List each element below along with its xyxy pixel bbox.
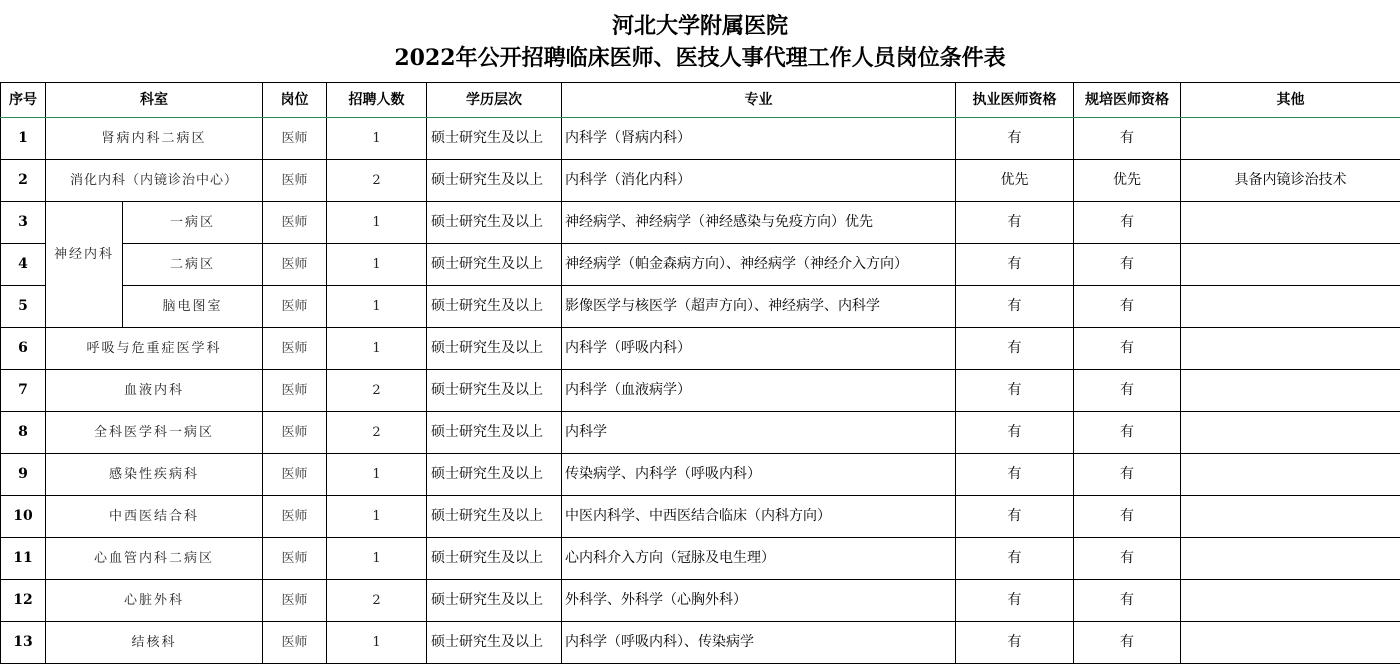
table-row	[1, 286, 1400, 328]
post-cell: 医师	[263, 202, 327, 244]
dept-cell: 中西医结合科	[46, 496, 263, 538]
post-cell: 医师	[263, 370, 327, 412]
other-cell	[1181, 622, 1400, 664]
edu-cell: 硕士研究生及以上	[427, 496, 562, 538]
edu-cell: 硕士研究生及以上	[427, 118, 562, 160]
other-cell	[1181, 580, 1400, 622]
training-cell: 有	[1074, 202, 1181, 244]
header-seq: 序号	[1, 83, 46, 118]
seq-cell: 6	[1, 328, 46, 370]
seq-cell: 10	[1, 496, 46, 538]
other-cell	[1181, 538, 1400, 580]
edu-cell: 硕士研究生及以上	[427, 622, 562, 664]
seq-cell: 4	[1, 244, 46, 286]
training-cell: 优先	[1074, 160, 1181, 202]
edu-cell: 硕士研究生及以上	[427, 580, 562, 622]
post-cell: 医师	[263, 244, 327, 286]
table-row	[1, 454, 1400, 496]
edu-cell: 硕士研究生及以上	[427, 328, 562, 370]
post-cell: 医师	[263, 454, 327, 496]
edu-cell: 硕士研究生及以上	[427, 412, 562, 454]
training-cell: 有	[1074, 412, 1181, 454]
subdept-cell: 一病区	[123, 202, 263, 244]
seq-cell: 3	[1, 202, 46, 244]
table-row	[1, 496, 1400, 538]
license-cell: 有	[956, 538, 1074, 580]
document-title	[0, 0, 1400, 82]
license-cell: 有	[956, 496, 1074, 538]
table-title: 2022年公开招聘临床医师、医技人事代理工作人员岗位条件表	[394, 45, 1006, 71]
header-dept: 科室	[46, 83, 263, 118]
license-cell: 有	[956, 622, 1074, 664]
dept-cell: 消化内科（内镜诊治中心）	[46, 160, 263, 202]
count-cell: 1	[327, 538, 427, 580]
dept-cell: 结核科	[46, 622, 263, 664]
license-cell: 有	[956, 286, 1074, 328]
subdept-cell: 二病区	[123, 244, 263, 286]
other-cell: 具备内镜诊治技术	[1181, 160, 1400, 202]
major-cell: 内科学（呼吸内科）	[562, 328, 956, 370]
count-cell: 1	[327, 454, 427, 496]
header-row	[1, 83, 1400, 118]
license-cell: 有	[956, 454, 1074, 496]
count-cell: 2	[327, 370, 427, 412]
major-cell: 内科学（血液病学）	[562, 370, 956, 412]
license-cell: 优先	[956, 160, 1074, 202]
license-cell: 有	[956, 412, 1074, 454]
license-cell: 有	[956, 328, 1074, 370]
seq-cell: 2	[1, 160, 46, 202]
header-count: 招聘人数	[327, 83, 427, 118]
count-cell: 1	[327, 328, 427, 370]
major-cell: 影像医学与核医学（超声方向）、神经病学、内科学	[562, 286, 956, 328]
post-cell: 医师	[263, 160, 327, 202]
other-cell	[1181, 244, 1400, 286]
seq-cell: 8	[1, 412, 46, 454]
training-cell: 有	[1074, 118, 1181, 160]
count-cell: 1	[327, 244, 427, 286]
seq-cell: 5	[1, 286, 46, 328]
count-cell: 1	[327, 622, 427, 664]
other-cell	[1181, 454, 1400, 496]
edu-cell: 硕士研究生及以上	[427, 202, 562, 244]
post-cell: 医师	[263, 118, 327, 160]
post-cell: 医师	[263, 580, 327, 622]
post-cell: 医师	[263, 286, 327, 328]
license-cell: 有	[956, 244, 1074, 286]
count-cell: 2	[327, 160, 427, 202]
post-cell: 医师	[263, 538, 327, 580]
header-training: 规培医师资格	[1074, 83, 1181, 118]
training-cell: 有	[1074, 328, 1181, 370]
license-cell: 有	[956, 580, 1074, 622]
post-cell: 医师	[263, 328, 327, 370]
dept-cell: 感染性疾病科	[46, 454, 263, 496]
dept-cell: 血液内科	[46, 370, 263, 412]
seq-cell: 12	[1, 580, 46, 622]
other-cell	[1181, 370, 1400, 412]
license-cell: 有	[956, 202, 1074, 244]
dept-cell: 心脏外科	[46, 580, 263, 622]
header-post: 岗位	[263, 83, 327, 118]
training-cell: 有	[1074, 622, 1181, 664]
header-license: 执业医师资格	[956, 83, 1074, 118]
edu-cell: 硕士研究生及以上	[427, 160, 562, 202]
count-cell: 1	[327, 496, 427, 538]
subdept-cell: 脑电图室	[123, 286, 263, 328]
seq-cell: 9	[1, 454, 46, 496]
edu-cell: 硕士研究生及以上	[427, 286, 562, 328]
table-row	[1, 160, 1400, 202]
seq-cell: 13	[1, 622, 46, 664]
other-cell	[1181, 286, 1400, 328]
training-cell: 有	[1074, 496, 1181, 538]
license-cell: 有	[956, 370, 1074, 412]
header-major: 专业	[562, 83, 956, 118]
training-cell: 有	[1074, 370, 1181, 412]
edu-cell: 硕士研究生及以上	[427, 244, 562, 286]
dept-cell: 全科医学科一病区	[46, 412, 263, 454]
training-cell: 有	[1074, 454, 1181, 496]
positions-table	[0, 82, 1400, 664]
major-cell: 内科学（肾病内科）	[562, 118, 956, 160]
count-cell: 1	[327, 202, 427, 244]
header-other: 其他	[1181, 83, 1400, 118]
table-row	[1, 412, 1400, 454]
dept-cell: 呼吸与危重症医学科	[46, 328, 263, 370]
seq-cell: 1	[1, 118, 46, 160]
major-cell: 心内科介入方向（冠脉及电生理）	[562, 538, 956, 580]
table-row	[1, 118, 1400, 160]
count-cell: 2	[327, 580, 427, 622]
license-cell: 有	[956, 118, 1074, 160]
training-cell: 有	[1074, 538, 1181, 580]
count-cell: 2	[327, 412, 427, 454]
dept-cell: 肾病内科二病区	[46, 118, 263, 160]
major-cell: 内科学（消化内科）	[562, 160, 956, 202]
count-cell: 1	[327, 286, 427, 328]
table-row	[1, 622, 1400, 664]
major-cell: 中医内科学、中西医结合临床（内科方向）	[562, 496, 956, 538]
edu-cell: 硕士研究生及以上	[427, 370, 562, 412]
hospital-name: 河北大学附属医院	[611, 13, 788, 39]
other-cell	[1181, 412, 1400, 454]
post-cell: 医师	[263, 496, 327, 538]
other-cell	[1181, 328, 1400, 370]
major-cell: 传染病学、内科学（呼吸内科）	[562, 454, 956, 496]
table-row	[1, 328, 1400, 370]
major-cell: 内科学（呼吸内科）、传染病学	[562, 622, 956, 664]
major-cell: 外科学、外科学（心胸外科）	[562, 580, 956, 622]
table-row	[1, 370, 1400, 412]
table-row	[1, 202, 1400, 244]
table-row	[1, 580, 1400, 622]
seq-cell: 7	[1, 370, 46, 412]
major-cell: 神经病学、神经病学（神经感染与免疫方向）优先	[562, 202, 956, 244]
other-cell	[1181, 496, 1400, 538]
training-cell: 有	[1074, 244, 1181, 286]
dept-group-neuro: 神经内科	[46, 202, 123, 328]
post-cell: 医师	[263, 412, 327, 454]
count-cell: 1	[327, 118, 427, 160]
table-row	[1, 244, 1400, 286]
major-cell: 神经病学（帕金森病方向）、神经病学（神经介入方向）	[562, 244, 956, 286]
seq-cell: 11	[1, 538, 46, 580]
header-edu: 学历层次	[427, 83, 562, 118]
other-cell	[1181, 202, 1400, 244]
major-cell: 内科学	[562, 412, 956, 454]
edu-cell: 硕士研究生及以上	[427, 538, 562, 580]
table-row	[1, 538, 1400, 580]
edu-cell: 硕士研究生及以上	[427, 454, 562, 496]
training-cell: 有	[1074, 580, 1181, 622]
dept-cell: 心血管内科二病区	[46, 538, 263, 580]
training-cell: 有	[1074, 286, 1181, 328]
other-cell	[1181, 118, 1400, 160]
post-cell: 医师	[263, 622, 327, 664]
